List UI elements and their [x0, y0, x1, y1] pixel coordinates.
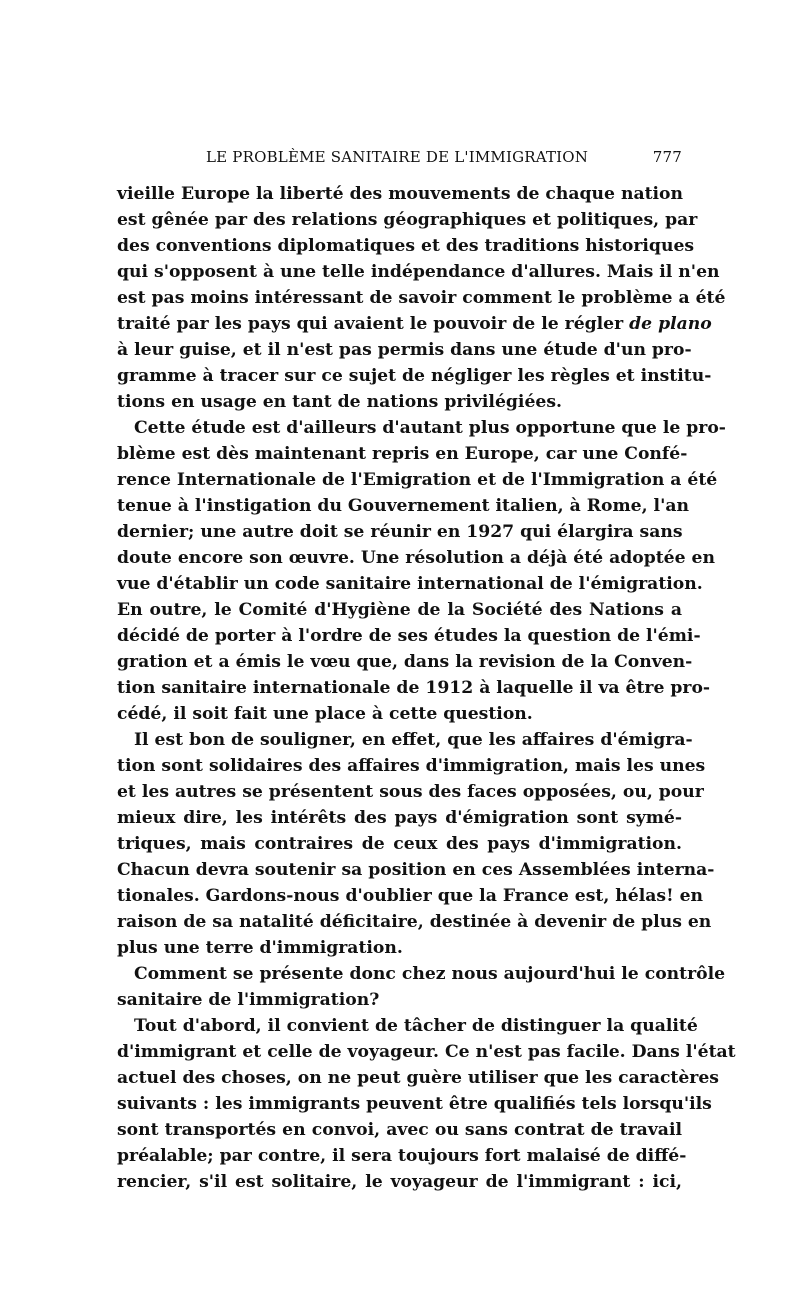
text-line: tenue à l'instigation du Gouvernement italien, à Rome, l'an	[117, 496, 689, 516]
text-line: d'immigrant et celle de voyageur. Ce n'est pas facile. Dans l'état	[117, 1042, 736, 1062]
page-number: 777	[652, 148, 682, 166]
text-line: Chacun devra soutenir sa position en ces Assemblées interna-	[117, 860, 715, 880]
text-line: tionales. Gardons-nous d'oublier que la France est, hélas! en	[117, 886, 704, 906]
text-line: vue d'établir un code sanitaire international de l'émigration.	[117, 574, 703, 594]
text-line: rence Internationale de l'Emigration et de l'Immigration a été	[117, 470, 718, 490]
text-line: est pas moins intéressant de savoir comment le problème a été	[117, 288, 726, 308]
text-line: tion sont solidaires des affaires d'immigration, mais les unes	[117, 756, 706, 776]
text-line: doute encore son œuvre. Une résolution a déjà été adoptée en	[117, 548, 715, 568]
text-line: qui s'opposent à une telle indépendance d'allures. Mais il n'en	[117, 262, 720, 282]
text-line: sanitaire de l'immigration?	[117, 990, 380, 1010]
text-line: mieux dire, les intérêts des pays d'émigration sont symé-	[117, 808, 682, 828]
text-line: dernier; une autre doit se réunir en 1927 qui élargira sans	[117, 522, 683, 542]
running-title: LE PROBLÈME SANITAIRE DE L'IMMIGRATION	[206, 148, 589, 166]
text-line: vieille Europe la liberté des mouvements de chaque nation	[117, 184, 684, 204]
text-line: et les autres se présentent sous des faces opposées, ou, pour	[117, 782, 704, 802]
text-line: décidé de porter à l'ordre de ses études la question de l'émi-	[117, 626, 701, 646]
text-line: plus une terre d'immigration.	[117, 938, 403, 958]
text-line	[117, 311, 712, 337]
text-line: gration et a émis le vœu que, dans la revision de la Conven-	[117, 652, 693, 672]
text-line: raison de sa natalité déficitaire, destinée à devenir de plus en	[117, 912, 712, 932]
text-line: sont transportés en convoi, avec ou sans contrat de travail	[117, 1120, 682, 1140]
text-line: préalable; par contre, il sera toujours fort malaisé de diffé-	[117, 1146, 687, 1166]
text-line: est gênée par des relations géographiques et politiques, par	[117, 210, 698, 230]
text-line: Cette étude est d'ailleurs d'autant plus opportune que le pro-	[134, 418, 726, 438]
text-line: cédé, il soit fait une place à cette question.	[117, 704, 533, 724]
text-line: actuel des choses, on ne peut guère utiliser que les caractères	[117, 1068, 719, 1088]
text-fragment: traité par les pays qui avaient le pouvoir de le régler	[117, 314, 624, 334]
text-line: Tout d'abord, il convient de tâcher de distinguer la qualité	[134, 1016, 698, 1036]
text-line: blème est dès maintenant repris en Europe, car une Confé-	[117, 444, 688, 464]
text-line: tion sanitaire internationale de 1912 à laquelle il va être pro-	[117, 678, 711, 698]
text-line: tions en usage en tant de nations privilégiées.	[117, 392, 562, 412]
running-header	[206, 148, 682, 168]
text-line: Il est bon de souligner, en effet, que les affaires d'émigra-	[134, 730, 693, 750]
text-line: Comment se présente donc chez nous aujourd'hui le contrôle	[134, 964, 726, 984]
text-line: à leur guise, et il n'est pas permis dans une étude d'un pro-	[117, 340, 692, 360]
italic-text: de plano	[629, 314, 712, 334]
text-line: triques, mais contraires de ceux des pays d'immigration.	[117, 834, 682, 854]
text-line: rencier, s'il est solitaire, le voyageur de l'immigrant : ici,	[117, 1172, 682, 1192]
text-line: des conventions diplomatiques et des traditions historiques	[117, 236, 695, 256]
text-line: En outre, le Comité d'Hygiène de la Société des Nations a	[117, 600, 682, 620]
text-line: gramme à tracer sur ce sujet de négliger les règles et institu-	[117, 366, 712, 386]
text-line: suivants : les immigrants peuvent être qualifiés tels lorsqu'ils	[117, 1094, 712, 1114]
body-text	[117, 181, 736, 1195]
